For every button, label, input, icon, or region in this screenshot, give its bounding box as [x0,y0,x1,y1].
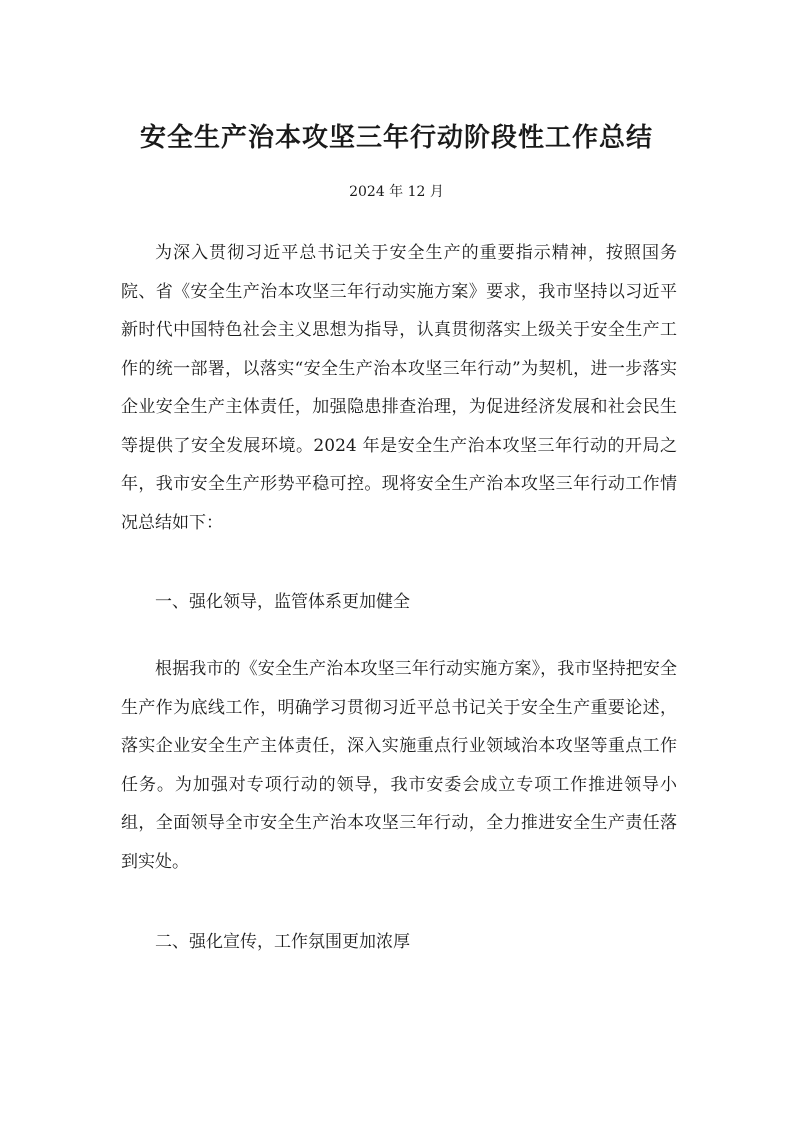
document-title: 安全生产治本攻坚三年行动阶段性工作总结 [139,123,653,153]
intro-paragraph: 为深入贯彻习近平总书记关于安全生产的重要指示精神，按照国务院、省《安全生产治本攻坚三年行动实施方案》要求，我市坚持以习近平新时代中国特色社会主义思想为指导，认真贯彻落实上级关于安全生产工作的统一部署，以落实“安全生产治本攻坚三年行动”为契机，进一步落实企业安全生产主体责任，加强隐患排查治理，为促进经济发展和社会民生等提供了安全发展环境。2024 年是安全生产治本攻坚三年行动的开局之年，我市安全生产形势平稳可控。现将安全生产治本攻坚三年行动工作情况总结如下： [121,243,677,533]
section-heading-1: 一、强化领导，监管体系更加健全 [155,592,410,612]
section-heading-2: 二、强化宣传，工作氛围更加浓厚 [155,932,410,952]
document-date: 2024 年 12 月 [349,184,444,200]
section-1-paragraph: 根据我市的《安全生产治本攻坚三年行动实施方案》，我市坚持把安全生产作为底线工作，明确学习贯彻习近平总书记关于安全生产重要论述，落实企业安全生产主体责任，深入实施重点行业领域治本攻坚等重点工作任务。为加强对专项行动的领导，我市安委会成立专项工作推进领导小组，全面领导全市安全生产治本攻坚三年行动，全力推进安全生产责任落到实处。 [121,659,677,872]
